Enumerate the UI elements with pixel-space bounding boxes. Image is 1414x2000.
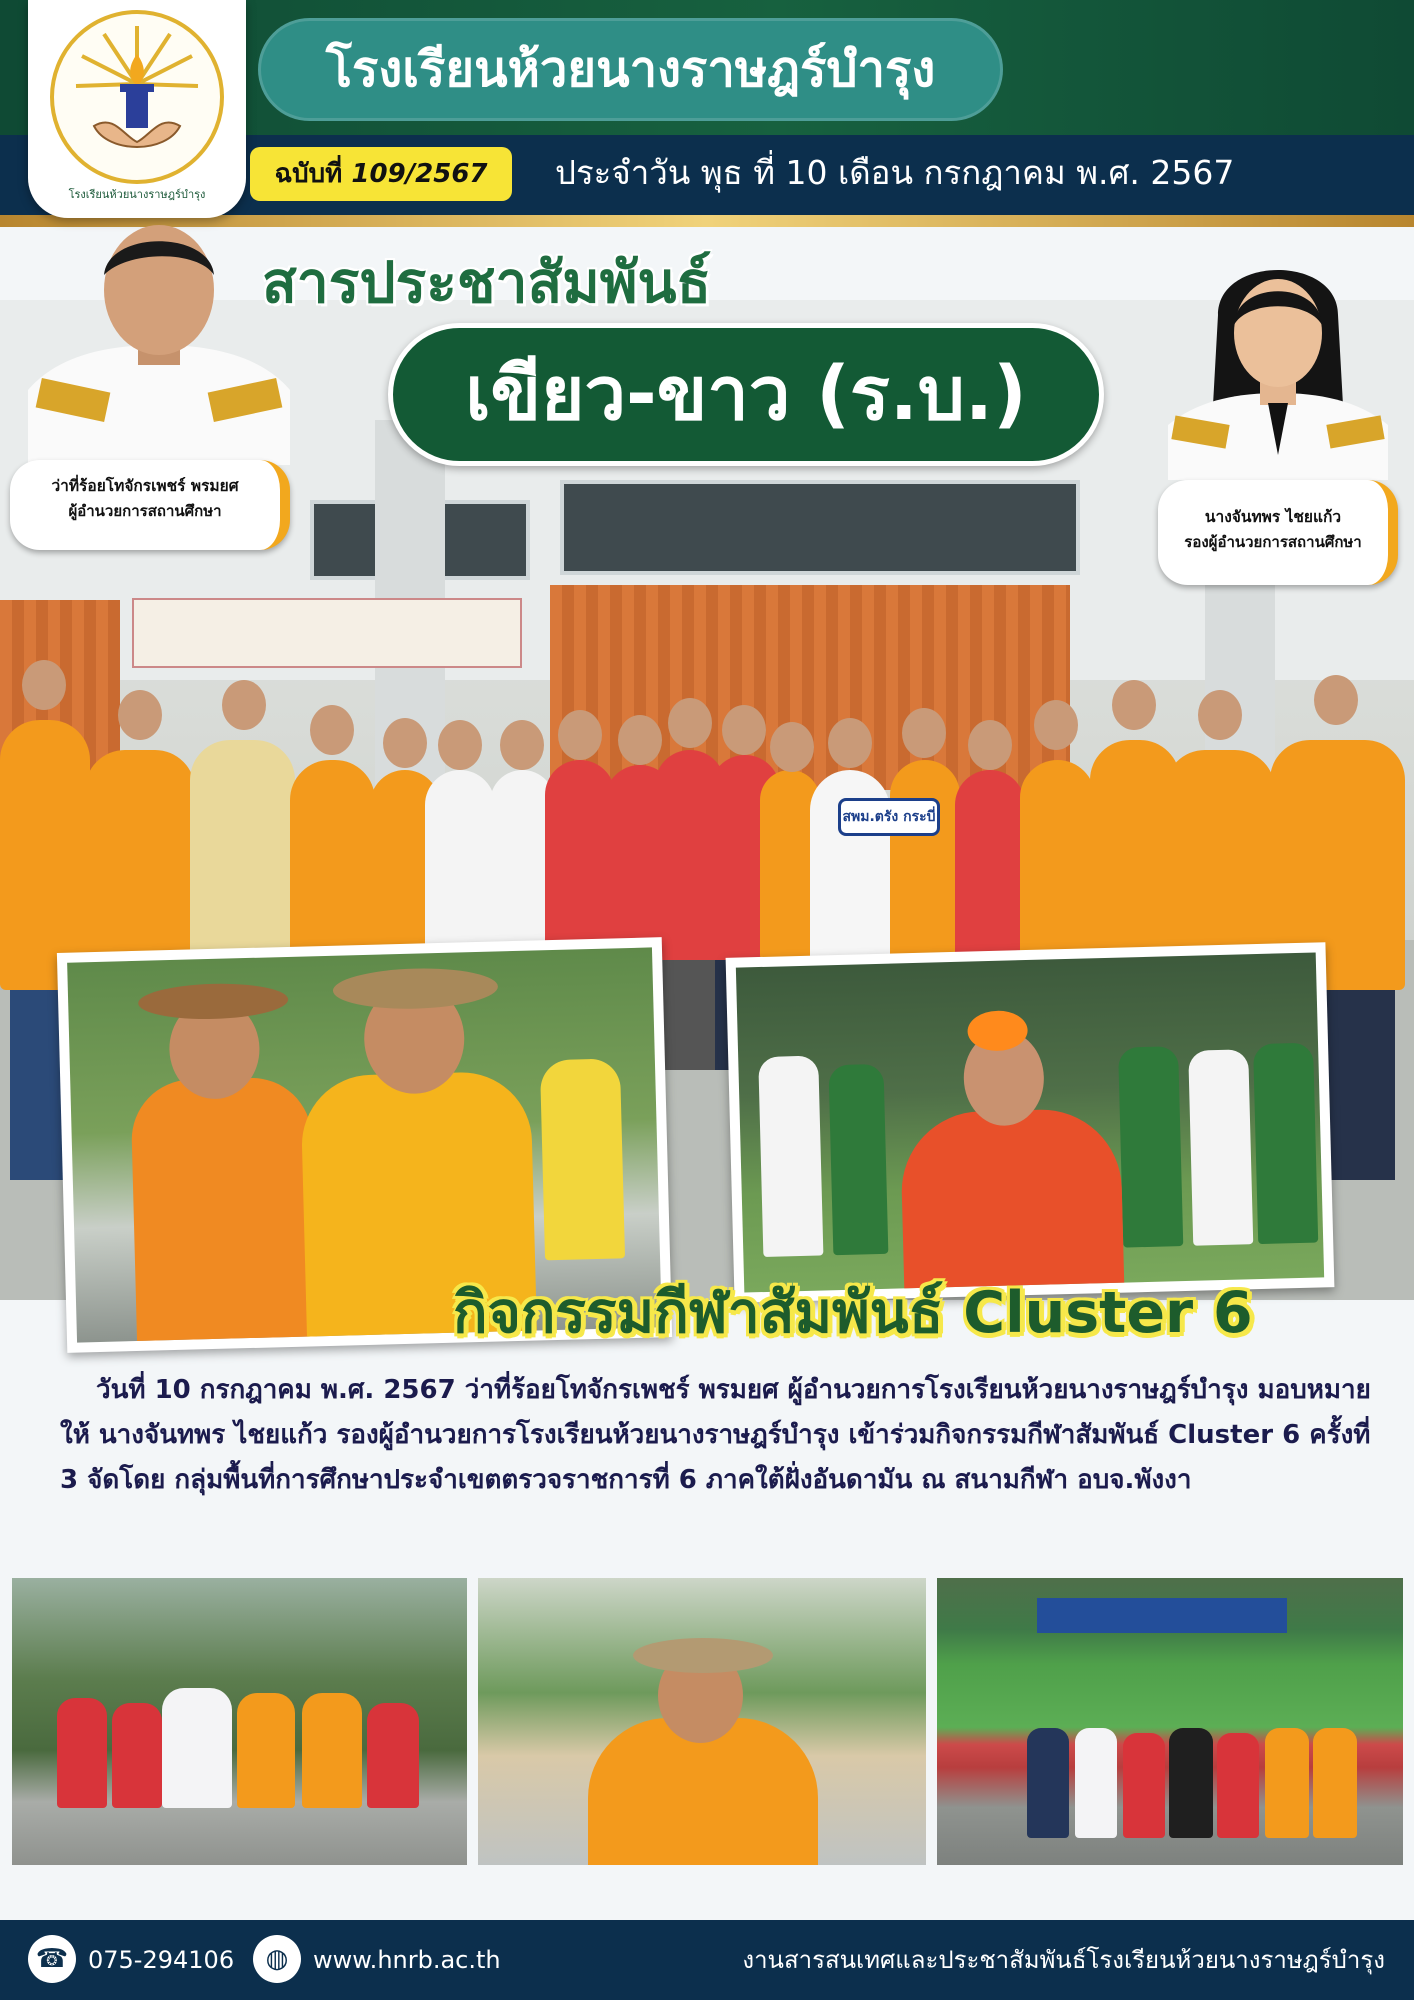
person	[1123, 1733, 1165, 1838]
vice-director-name: นางจันทพร ไชยแก้ว	[1204, 508, 1342, 526]
main-title-pill	[388, 323, 1104, 466]
person-head	[310, 705, 354, 755]
person-legs	[660, 960, 715, 1070]
person	[162, 1688, 232, 1808]
person-orange-shirt	[130, 1076, 317, 1342]
person-head	[1112, 680, 1156, 730]
footer	[0, 1920, 1414, 2000]
person	[190, 740, 295, 980]
hat	[332, 966, 498, 1010]
person	[290, 760, 375, 960]
person-head	[383, 718, 427, 768]
photo-stadium	[937, 1578, 1403, 1865]
person-head	[1314, 675, 1358, 725]
person	[1020, 760, 1095, 960]
person	[57, 1698, 107, 1808]
person	[112, 1703, 162, 1808]
main-title: เขียว-ขาว (ร.บ.)	[465, 351, 1027, 437]
logo-emblem	[50, 10, 224, 184]
issue-prefix: ฉบับที่	[274, 159, 343, 189]
director-photo	[18, 215, 300, 465]
person	[425, 770, 495, 960]
person	[1217, 1733, 1259, 1838]
globe-icon: ◍	[253, 1935, 301, 1983]
activity-title: กิจกรรมกีฬาสัมพันธ์ Cluster 6	[453, 1280, 1253, 1346]
vice-director-card	[1158, 480, 1398, 585]
person	[1313, 1728, 1357, 1838]
newsletter-title: สารประชาสัมพันธ์	[262, 250, 712, 316]
school-name-pill	[258, 18, 1003, 121]
logo-caption: โรงเรียนห้วยนางราษฎร์บำรุง	[68, 188, 206, 201]
person-head	[558, 710, 602, 760]
wall-banner	[132, 598, 522, 668]
person-head	[770, 722, 814, 772]
person-head	[1198, 690, 1242, 740]
person	[890, 760, 960, 960]
school-logo	[28, 0, 246, 218]
group-sign: สพม.ตรัง กระบี่	[838, 798, 940, 836]
band-member	[828, 1064, 888, 1255]
footer-phone: 075-294106	[88, 1946, 235, 1974]
person-head	[1034, 700, 1078, 750]
phone-icon: ☎	[28, 1935, 76, 1983]
person-head	[222, 680, 266, 730]
vice-director-role: รองผู้อำนวยการสถานศึกษา	[1184, 533, 1362, 551]
photo-group-outdoor	[12, 1578, 467, 1865]
person	[1075, 1728, 1117, 1838]
band-member	[1188, 1049, 1253, 1246]
director-name: ว่าที่ร้อยโทจักรเพชร์ พรมยศ	[51, 477, 239, 495]
inset-photo-parade	[726, 942, 1335, 1303]
band-member	[758, 1056, 823, 1258]
torch-icon	[54, 14, 220, 180]
person-head	[668, 698, 712, 748]
person	[237, 1693, 295, 1808]
school-name: โรงเรียนห้วยนางราษฎร์บำรุง	[325, 41, 936, 98]
person-head	[500, 720, 544, 770]
person-head	[118, 690, 162, 740]
person-head	[22, 660, 66, 710]
footer-website: www.hnrb.ac.th	[313, 1946, 501, 1974]
issue-number: 109/2567	[351, 159, 488, 189]
footer-department: งานสารสนเทศและประชาสัมพันธ์โรงเรียนห้วยนางราษฎร์บำรุง	[742, 1946, 1385, 1974]
person	[367, 1703, 419, 1808]
issue-badge	[250, 147, 512, 201]
person	[302, 1693, 362, 1808]
stadium-stand	[1037, 1598, 1287, 1633]
person	[1027, 1728, 1069, 1838]
director-card	[10, 460, 290, 550]
photo-official-closeup	[478, 1578, 926, 1865]
building-windows	[560, 480, 1080, 575]
person-head	[902, 708, 946, 758]
person-background	[540, 1058, 625, 1260]
dancer-red-dress	[900, 1108, 1125, 1293]
person-head	[722, 705, 766, 755]
hat	[633, 1638, 773, 1673]
issue-date: ประจำวัน พุธ ที่ 10 เดือน กรกฎาคม พ.ศ. 2567	[555, 153, 1235, 192]
person	[0, 720, 90, 990]
band-member	[1118, 1046, 1183, 1248]
person	[1169, 1728, 1213, 1838]
vice-director-photo	[1168, 255, 1388, 480]
director-role: ผู้อำนวยการสถานศึกษา	[68, 502, 222, 520]
person-head	[438, 720, 482, 770]
person-head	[968, 720, 1012, 770]
person	[1265, 1728, 1309, 1838]
activity-body: วันที่ 10 กรกฎาคม พ.ศ. 2567 ว่าที่ร้อยโทจักรเพชร์ พรมยศ ผู้อำนวยการโรงเรียนห้วยนางราษฎร์บำรุง มอบหมายให้ นางจันทพร ไชยแก้ว รองผู้อำนวยการโรงเรียนห้วยนางราษฎร์บำรุง เข้าร่วมกิจกรรมกีฬาสัมพันธ์ Cluster 6 ครั้งที่ 3 จัดโดย กลุ่มพื้นที่การศึกษาประจำเขตตรวจราชการที่ 6 ภาคใต้ฝั่งอันดามัน ณ สนามกีฬา อบจ.พังงา	[60, 1375, 1371, 1495]
person	[955, 770, 1025, 960]
person-head	[828, 718, 872, 768]
person-head	[618, 715, 662, 765]
band-member	[1253, 1043, 1318, 1245]
hat	[138, 982, 289, 1021]
